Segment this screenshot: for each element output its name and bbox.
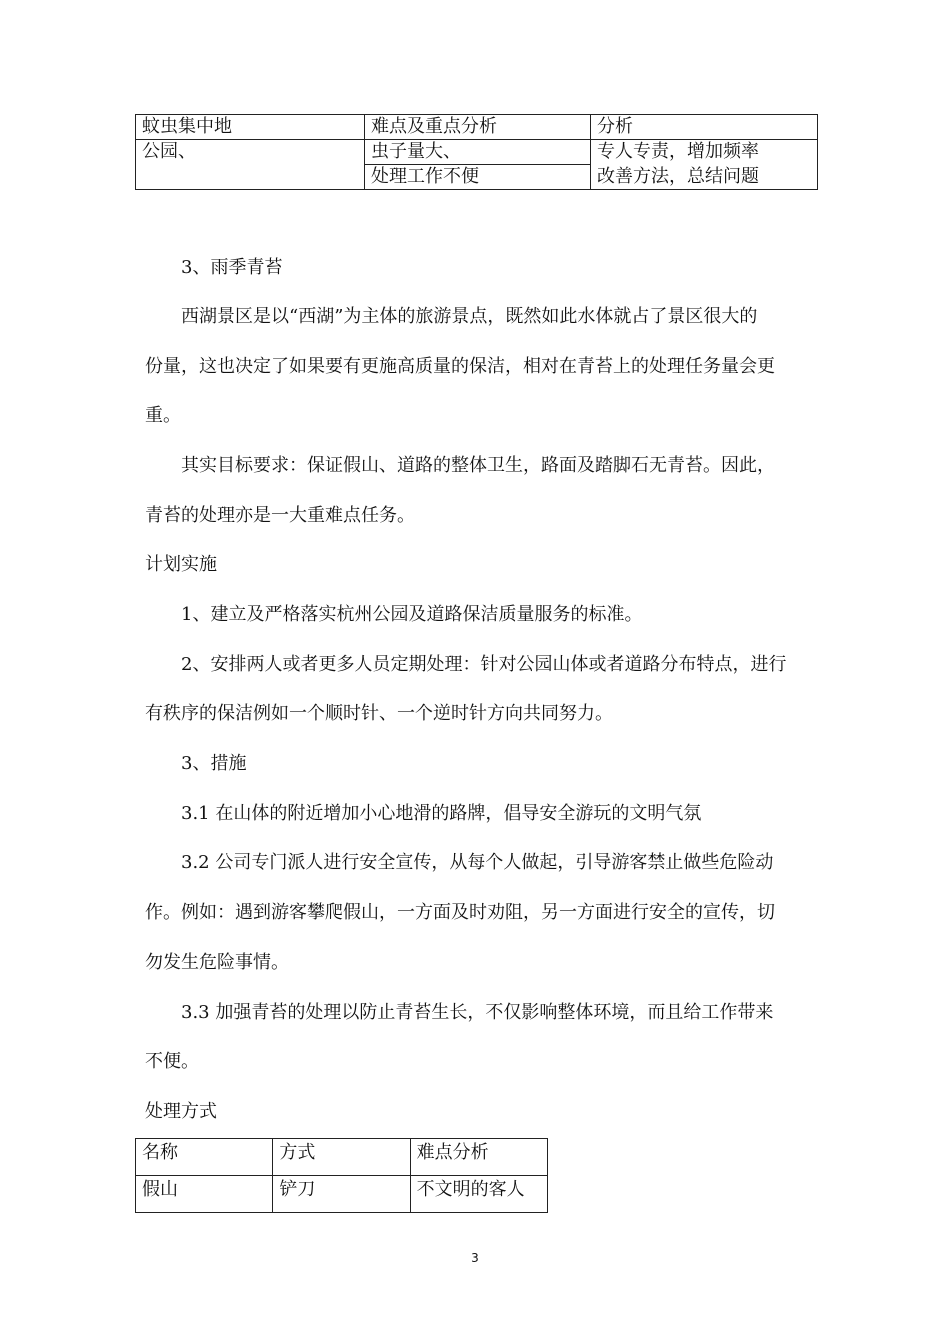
paragraph-line: 份量，这也决定了如果要有更施高质量的保洁，相对在青苔上的处理任务量会更 xyxy=(145,356,775,377)
table-cell: 铲刀 xyxy=(273,1176,410,1213)
table-header-cell: 分析 xyxy=(590,115,817,140)
table-cell: 专人专责，增加频率 xyxy=(590,140,817,165)
mosquito-table xyxy=(135,114,818,190)
paragraph-line: 有秩序的保洁例如一个顺时针、一个逆时针方向共同努力。 xyxy=(145,703,613,724)
table-header-cell: 难点及重点分析 xyxy=(364,115,590,140)
table-row xyxy=(136,1176,548,1213)
section-heading: 3、雨季青苔 xyxy=(181,257,283,278)
table-cell: 不文明的客人 xyxy=(410,1176,547,1213)
paragraph-line: 1、建立及严格落实杭州公园及道路保洁质量服务的标准。 xyxy=(181,604,643,625)
paragraph-line: 西湖景区是以“西湖”为主体的旅游景点，既然如此水体就占了景区很大的 xyxy=(181,306,758,327)
paragraph-line: 重。 xyxy=(145,405,181,426)
table-cell: 公园、 xyxy=(136,140,365,190)
section-heading: 处理方式 xyxy=(145,1101,217,1122)
table-header-row xyxy=(136,115,818,140)
paragraph-line: 3.1 在山体的附近增加小心地滑的路牌，倡导安全游玩的文明气氛 xyxy=(181,803,702,824)
table-cell: 假山 xyxy=(136,1176,273,1213)
section-heading: 计划实施 xyxy=(145,554,217,575)
paragraph-line: 3.3 加强青苔的处理以防止青苔生长，不仅影响整体环境，而且给工作带来 xyxy=(181,1002,774,1023)
table-header-row xyxy=(136,1139,548,1176)
paragraph-line: 勿发生危险事情。 xyxy=(145,952,289,973)
treatment-table xyxy=(135,1138,548,1213)
paragraph-line: 作。例如：遇到游客攀爬假山，一方面及时劝阻，另一方面进行安全的宣传，切 xyxy=(145,902,775,923)
page-number: 3 xyxy=(471,1251,479,1265)
paragraph-line: 2、安排两人或者更多人员定期处理：针对公园山体或者道路分布特点，进行 xyxy=(181,654,787,675)
paragraph-line: 3.2 公司专门派人进行安全宣传，从每个人做起，引导游客禁止做些危险动 xyxy=(181,852,774,873)
section-heading: 3、措施 xyxy=(181,753,247,774)
table-row xyxy=(136,140,818,165)
paragraph-line: 不便。 xyxy=(145,1051,199,1072)
table-cell: 虫子量大、 xyxy=(364,140,590,165)
table-cell: 处理工作不便 xyxy=(364,165,590,190)
paragraph-line: 其实目标要求：保证假山、道路的整体卫生，路面及踏脚石无青苔。因此， xyxy=(181,455,775,476)
table-header-cell: 方式 xyxy=(273,1139,410,1176)
paragraph-line: 青苔的处理亦是一大重难点任务。 xyxy=(145,505,415,526)
table-header-cell: 难点分析 xyxy=(410,1139,547,1176)
table-cell: 改善方法，总结问题 xyxy=(590,165,817,190)
table-header-cell: 蚊虫集中地 xyxy=(136,115,365,140)
table-header-cell: 名称 xyxy=(136,1139,273,1176)
